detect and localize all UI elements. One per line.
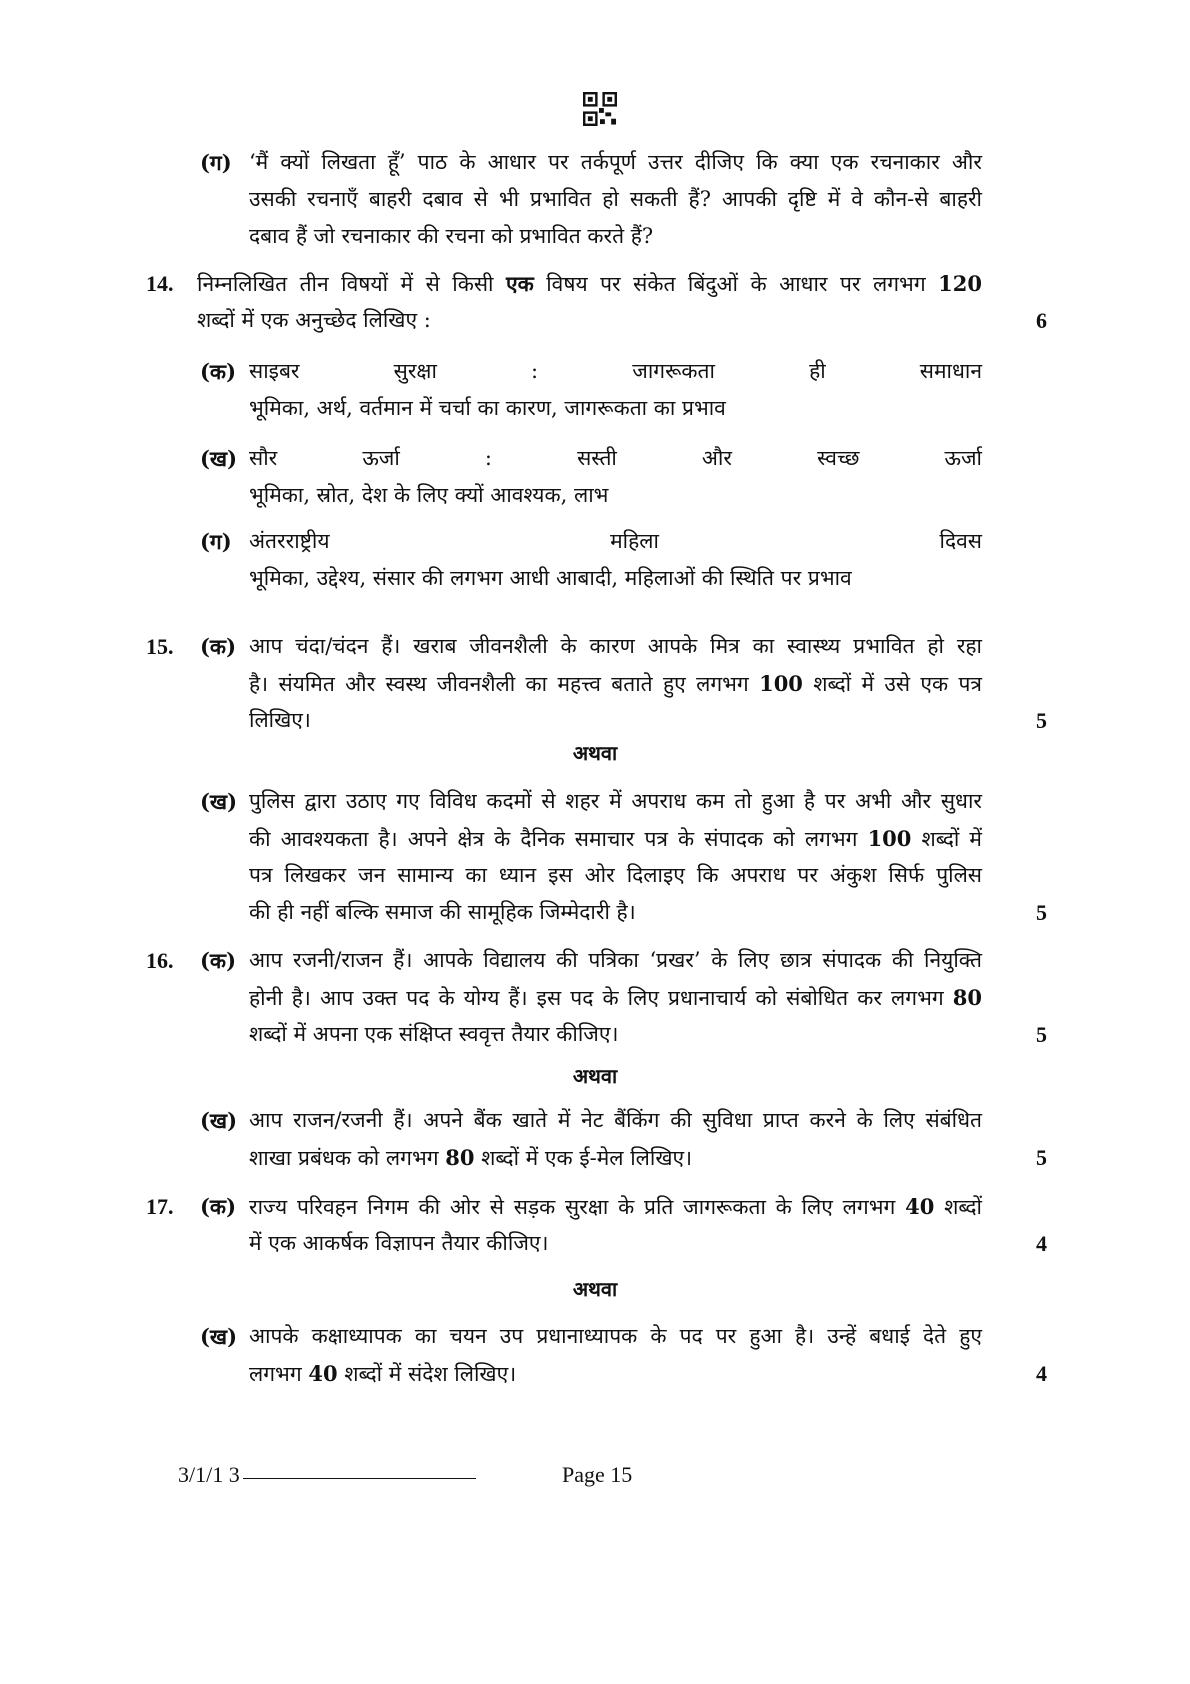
or-divider: अथवा [572,741,618,765]
question-text-line: दबाव हैं जो रचनाकार की रचना को प्रभावित करते हैं? [249,224,654,248]
paper-code: 3/1/1 3 [178,1462,240,1487]
question-text-line: आप चंदा/चंदन हैं। खराब जीवनशैली के कारण आपके मित्र का स्वास्थ्य प्रभावित हो रहा [249,634,982,658]
marks: 5 [1036,900,1047,925]
question-text-line: साइबर सुरक्षा : जागरूकता ही समाधान [249,359,982,383]
question-number: 15. [146,634,174,659]
or-divider: अथवा [572,1277,618,1301]
question-text-line: में एक आकर्षक विज्ञापन तैयार कीजिए। [249,1231,549,1255]
page-number: Page 15 [562,1462,633,1487]
question-text-line: उसकी रचनाएँ बाहरी दबाव से भी प्रभावित हो सकती हैं? आपकी दृष्टि में वे कौन-से बाहरी [249,187,982,211]
option-label: (क) [200,1194,236,1219]
option-label: (क) [200,948,236,973]
question-text-line: सौर ऊर्जा : सस्ती और स्वच्छ ऊर्जा [249,446,982,470]
question-block [0,265,1190,339]
marks: 5 [1036,1145,1047,1170]
marks: 5 [1036,708,1047,733]
question-number: 17. [146,1194,174,1219]
question-number: 16. [146,948,174,973]
bold-text: 100 [759,671,803,696]
option-label: (ख) [200,1324,238,1349]
bold-text: 80 [952,985,982,1010]
sub-question-block [0,1318,1190,1392]
or-divider: अथवा [572,1064,618,1088]
question-block [0,628,1190,739]
question-text-line: शब्दों में एक अनुच्छेद लिखिए : [197,308,431,332]
footer-divider [243,1478,476,1479]
option-label: (ख) [200,1108,238,1133]
sub-question-block [0,440,1190,514]
question-block [0,1188,1190,1262]
option-label: (ग) [200,529,232,554]
sub-question-block [0,144,1190,255]
question-text-line: लगभग 40 शब्दों में संदेश लिखिए। [249,1361,517,1386]
question-text-line: लिखिए। [249,708,311,732]
question-text-line: है। संयमित और स्वस्थ जीवनशैली का महत्त्व बताते हुए लगभग 100 शब्दों में उसे एक पत्र [249,671,983,696]
sub-question-block [0,523,1190,597]
question-text-line: निम्नलिखित तीन विषयों में से किसी एक विषय पर संकेत बिंदुओं के आधार पर लगभग 120 [197,271,982,296]
question-text-line: ‘मैं क्यों लिखता हूँ’ पाठ के आधार पर तर्कपूर्ण उत्तर दीजिए कि क्या एक रचनाकार और [249,150,982,174]
marks: 4 [1036,1231,1047,1256]
question-text-line: अंतरराष्ट्रीय महिला दिवस [249,529,982,553]
qr-code-icon [583,92,617,126]
option-label: (ख) [200,446,238,471]
bold-text: 40 [308,1361,338,1386]
option-label: (ख) [200,789,238,814]
question-text-line: पत्र लिखकर जन सामान्य का ध्यान इस ओर दिलाइए कि अपराध पर अंकुश सिर्फ पुलिस [249,863,982,887]
question-text-line: पुलिस द्वारा उठाए गए विविध कदमों से शहर में अपराध कम तो हुआ है पर अभी और सुधार [249,789,982,813]
sub-question-block [0,1102,1190,1176]
bold-text: 40 [905,1194,935,1219]
question-text-line: आपके कक्षाध्यापक का चयन उप प्रधानाध्यापक के पद पर हुआ है। उन्हें बधाई देते हुए [249,1324,982,1348]
bold-text: 100 [867,826,912,851]
question-text-line: आप राजन/रजनी हैं। अपने बैंक खाते में नेट बैंकिंग की सुविधा प्राप्त करने के लिए संबंधित [249,1108,982,1132]
bold-text: एक [505,271,534,296]
question-number: 14. [146,271,174,296]
option-label: (क) [200,359,236,384]
marks: 5 [1036,1022,1047,1047]
question-text-line: होनी है। आप उक्त पद के योग्य हैं। इस पद के लिए प्रधानाचार्य को संबोधित कर लगभग 80 [249,985,982,1010]
question-text-line: शब्दों में अपना एक संक्षिप्त स्ववृत्त तैयार कीजिए। [249,1022,619,1046]
option-label: (क) [200,634,236,659]
bold-text: 120 [938,271,982,296]
bold-text: 80 [445,1145,475,1170]
question-text-line: भूमिका, अर्थ, वर्तमान में चर्चा का कारण, जागरूकता का प्रभाव [249,396,726,420]
question-text-line: की ही नहीं बल्कि समाज की सामूहिक जिम्मेदारी है। [249,900,636,924]
question-text-line: राज्य परिवहन निगम की ओर से सड़क सुरक्षा के प्रति जागरूकता के लिए लगभग 40 शब्दों [249,1194,982,1219]
sub-question-block [0,783,1190,931]
question-block [0,942,1190,1053]
marks: 4 [1036,1361,1047,1386]
question-text-line: शाखा प्रबंधक को लगभग 80 शब्दों में एक ई-मेल लिखिए। [249,1145,693,1170]
question-text-line: भूमिका, स्रोत, देश के लिए क्यों आवश्यक, लाभ [249,483,609,507]
question-text-line: आप रजनी/राजन हैं। आपके विद्यालय की पत्रिका ‘प्रखर’ के लिए छात्र संपादक की नियुक्ति [249,948,982,972]
marks: 6 [1036,308,1047,333]
question-text-line: भूमिका, उद्देश्य, संसार की लगभग आधी आबादी, महिलाओं की स्थिति पर प्रभाव [249,566,852,590]
question-text-line: की आवश्यकता है। अपने क्षेत्र के दैनिक समाचार पत्र के संपादक को लगभग 100 शब्दों में [249,826,982,851]
option-label: (ग) [200,150,232,175]
sub-question-block [0,353,1190,427]
